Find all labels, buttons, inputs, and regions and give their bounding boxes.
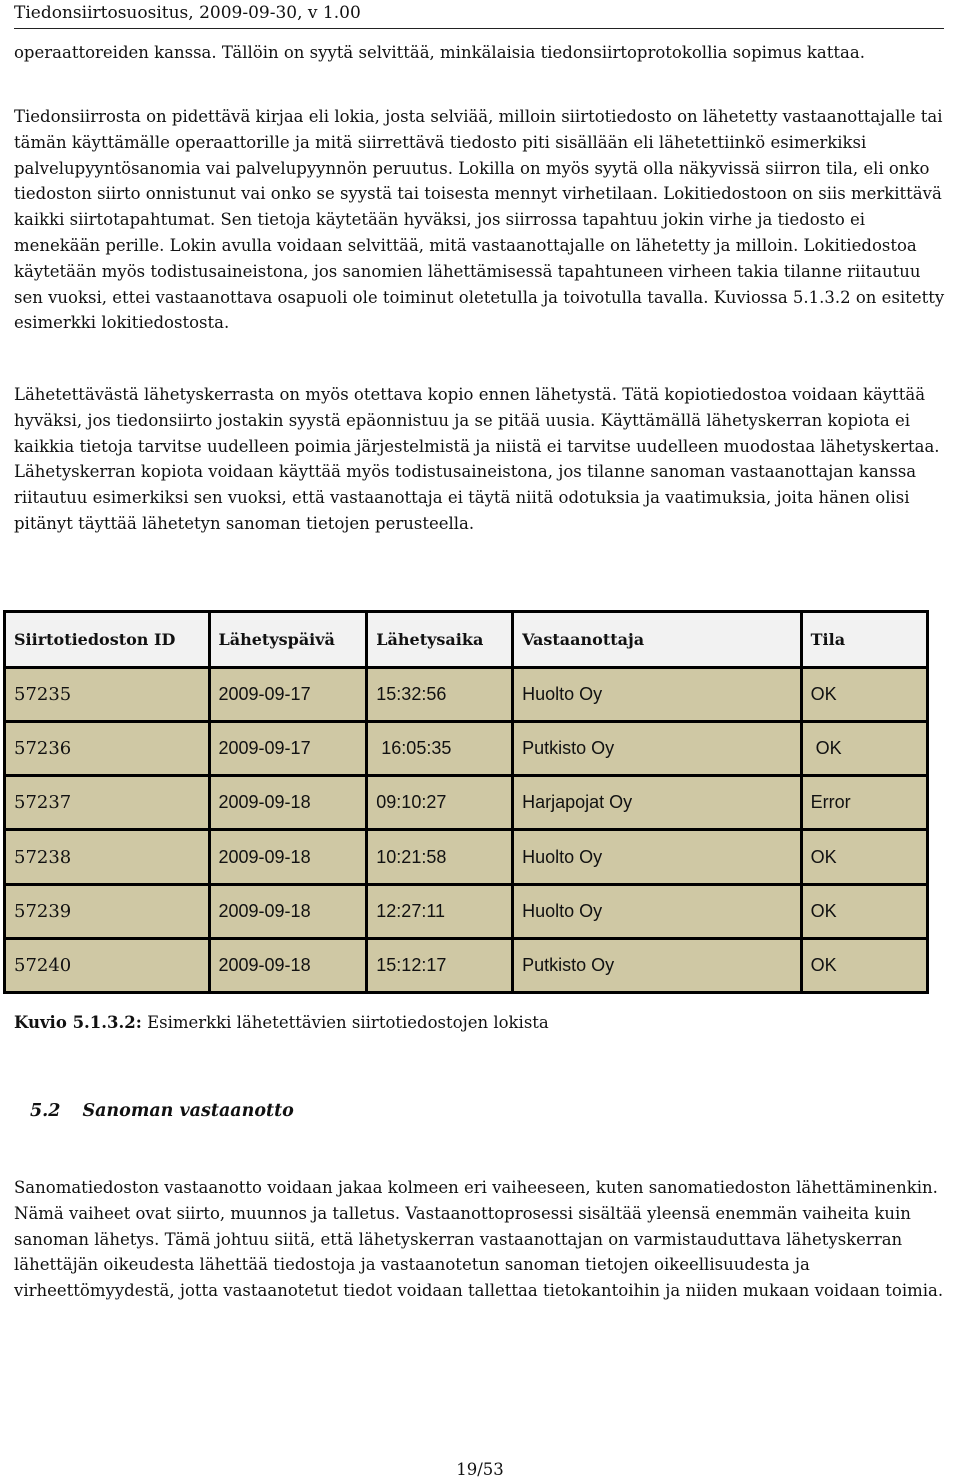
cell-send-time: 15:12:17 [367,938,513,992]
column-header-send-date: Lähetyspäivä [209,612,367,668]
cell-send-date: 2009-09-18 [209,830,367,884]
paragraph-message-receipt: Sanomatiedoston vastaanotto voidaan jakaa kolmeen eri vaiheeseen, kuten sanomatiedoston lähettäminenkin. Nämä vaiheet ovat siirto, muunnos ja talletus. Vastaanottoprosessi sisältää yleensä enemmän vaiheita kuin sanoman lähetys. Tämä johtuu siitä, että lähetyskerran vastaanottajan on varmistauduttava lähetyskerran lähettäjän oikeudesta lähettää tiedostoja ja vastaanotetun sanoman tietojen oikeellisuudesta ja virheettömyydestä, jotta vastaanotetut tiedot voidaan tallettaa tietokantoihin ja niiden mukaan voidaan toimia. [14,1178,944,1301]
cell-file-id: 57238 [5,830,210,884]
cell-file-id: 57236 [5,722,210,776]
cell-recipient: Huolto Oy [513,830,802,884]
cell-recipient: Harjapojat Oy [513,776,802,830]
cell-status: OK [801,722,927,776]
cell-status: OK [801,830,927,884]
section-number: 5.2 [30,1101,61,1121]
caption-label: Kuvio 5.1.3.2: [14,1013,142,1032]
cell-recipient: Huolto Oy [513,884,802,938]
paragraph-transmission-copy: Lähetettävästä lähetyskerrasta on myös otettava kopio ennen lähetystä. Tätä kopiotiedostoa voidaan käyttää hyväksi, jos tiedonsiirto jostakin syystä epäonnistuu ja se pitää uusia. Käyttämällä lähetyskerran kopiota ei kaikkia tietoja tarvitse uudelleen poimia järjestelmistä ja niistä ei tarvitse uudelleen muodostaa lähetyskertaa. Lähetyskerran kopiota voidaan käyttää myös todistusaineistona, jos tilanne sanoman vastaanottajan kanssa riitautuu esimerkiksi sen vuoksi, että vastaanottaja ei täytä niitä odotuksia ja vaatimuksia, joita hänen olisi pitänyt täyttää lähetetyn sanoman tietojen perusteella. [14,385,940,533]
table-row [5,830,928,884]
cell-file-id: 57235 [5,668,210,722]
cell-recipient: Putkisto Oy [513,722,802,776]
cell-send-date: 2009-09-18 [209,776,367,830]
column-header-send-time: Lähetysaika [367,612,513,668]
table-row [5,668,928,722]
cell-send-time: 09:10:27 [367,776,513,830]
section-heading [30,1098,294,1124]
table-header-row [5,612,928,668]
cell-send-date: 2009-09-17 [209,722,367,776]
table-row [5,776,928,830]
document-header: Tiedonsiirtosuositus, 2009-09-30, v 1.00 [14,0,944,29]
section-title: Sanoman vastaanotto [82,1101,294,1121]
cell-status: OK [801,938,927,992]
cell-status: OK [801,884,927,938]
cell-send-time: 12:27:11 [367,884,513,938]
cell-file-id: 57239 [5,884,210,938]
cell-send-time: 10:21:58 [367,830,513,884]
table-row [5,938,928,992]
column-header-status: Tila [801,612,927,668]
caption-text: Esimerkki lähetettävien siirtotiedostojen lokista [141,1013,549,1032]
cell-file-id: 57240 [5,938,210,992]
table-row [5,722,928,776]
transfer-log-table [3,610,929,994]
paragraph-operators: operaattoreiden kanssa. Tällöin on syytä selvittää, minkälaisia tiedonsiirtoprotokollia sopimus kattaa. [14,43,865,62]
cell-recipient: Putkisto Oy [513,938,802,992]
cell-send-time: 16:05:35 [367,722,513,776]
column-header-file-id: Siirtotiedoston ID [5,612,210,668]
paragraph-transfer-log: Tiedonsiirrosta on pidettävä kirjaa eli lokia, josta selviää, milloin siirtotiedosto on lähetetty vastaanottajalle tai tämän käyttämälle operaattorille ja mitä siirrettävä tiedosto piti sisällään eli lähetettiinkö esimerkiksi palvelupyyntösanomia vai palvelupyynnön peruutus. Lokilla on myös syytä olla näkyvissä siirron tila, eli onko tiedoston siirto onnistunut vai onko se syystä tai toisesta mennyt virhetilaan. Lokitiedostoon on siis merkittävä kaikki siirtotapahtumat. Sen tietoja käytetään hyväksi, jos siirrossa tapahtuu jokin virhe ja tiedosto ei menekään perille. Lokin avulla voidaan selvittää, mitä vastaanottajalle on lähetetty ja milloin. Lokitiedostoa käytetään myös todistusaineistona, jos sanomien lähettämisessä tapahtuneen virheen takia tilanne riitautuu sen vuoksi, ettei vastaanottava osapuoli ole toiminut oletetulla ja toivotulla tavalla. Kuviossa 5.1.3.2 on esitetty esimerkki lokitiedostosta. [14,107,945,333]
cell-file-id: 57237 [5,776,210,830]
table-row [5,884,928,938]
figure-caption [14,1011,549,1035]
cell-status: Error [801,776,927,830]
cell-send-date: 2009-09-18 [209,884,367,938]
cell-send-date: 2009-09-18 [209,938,367,992]
column-header-recipient: Vastaanottaja [513,612,802,668]
cell-send-time: 15:32:56 [367,668,513,722]
cell-recipient: Huolto Oy [513,668,802,722]
cell-send-date: 2009-09-17 [209,668,367,722]
page-number: 19/53 [456,1460,504,1479]
cell-status: OK [801,668,927,722]
